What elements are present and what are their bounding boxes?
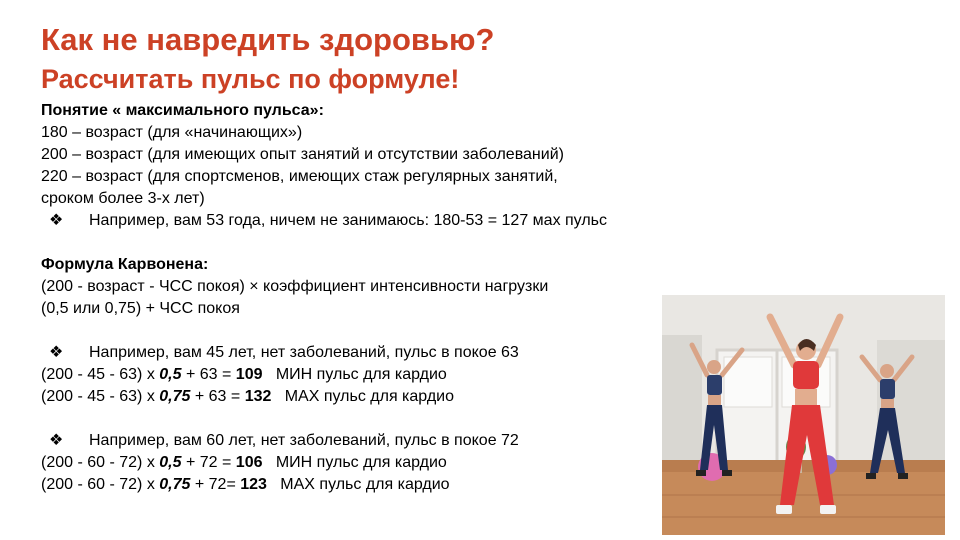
karvonen-example-1-intro <box>41 342 741 364</box>
max-pulse-example <box>41 210 741 232</box>
example-text: Например, вам 53 года, ничем не занимаюсь: 180-53 = 127 мах пульс <box>89 212 607 229</box>
example-text: Например, вам 45 лет, нет заболеваний, пульс в покое 63 <box>89 344 519 361</box>
max-pulse-rule: сроком более 3-х лет) <box>41 190 205 207</box>
karvonen-example-1-min: (200 - 45 - 63) х 0,5 + 63 = 109 МИН пульс для кардио <box>41 366 447 383</box>
karvonen-example-2-intro <box>41 430 741 452</box>
bullet-icon: ❖ <box>49 432 64 449</box>
bullet-icon: ❖ <box>49 344 64 361</box>
max-pulse-heading: Понятие « максимального пульса»: <box>41 102 324 119</box>
bullet-icon: ❖ <box>49 212 64 229</box>
karvonen-example-2-min: (200 - 60 - 72) х 0,5 + 72 = 106 МИН пульс для кардио <box>41 454 447 471</box>
max-pulse-rule: 200 – возраст (для имеющих опыт занятий и отсутствии заболеваний) <box>41 146 564 163</box>
slide-subtitle: Рассчитать пульс по формуле! <box>41 64 460 94</box>
karvonen-formula: (0,5 или 0,75) + ЧСС покоя <box>41 300 240 317</box>
karvonen-heading: Формула Карвонена: <box>41 256 209 273</box>
karvonen-example-1-max: (200 - 45 - 63) х 0,75 + 63 = 132 MAX пульс для кардио <box>41 388 455 405</box>
karvonen-example-2-max: (200 - 60 - 72) х 0,75 + 72= 123 MAX пульс для кардио <box>41 476 450 493</box>
fitness-photo <box>662 295 945 535</box>
slide-body <box>41 100 741 496</box>
max-pulse-rule: 180 – возраст (для «начинающих») <box>41 124 303 141</box>
karvonen-formula: (200 - возраст - ЧСС покоя) × коэффициент интенсивности нагрузки <box>41 278 549 295</box>
max-pulse-rule: 220 – возраст (для спортсменов, имеющих стаж регулярных занятий, <box>41 168 558 185</box>
slide-title: Как не навредить здоровью? <box>41 22 495 57</box>
example-text: Например, вам 60 лет, нет заболеваний, пульс в покое 72 <box>89 432 519 449</box>
